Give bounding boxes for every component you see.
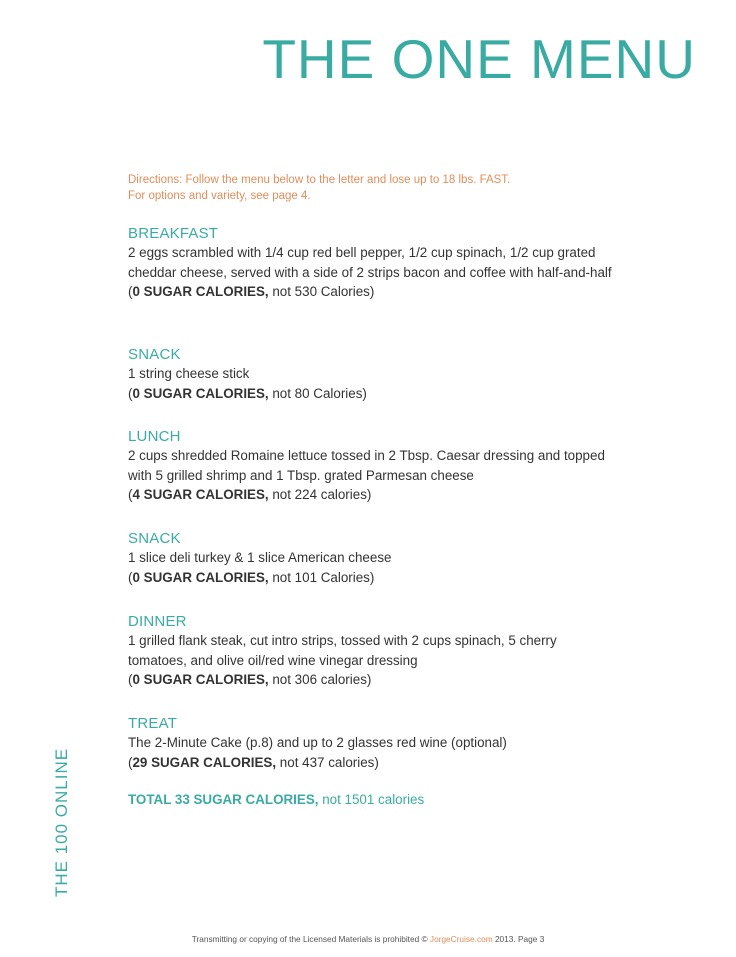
calories-rest: not 80 Calories)	[268, 385, 367, 401]
sugar-calories: 0 SUGAR CALORIES,	[132, 385, 269, 401]
directions-line-2: For options and variety, see page 4.	[128, 190, 311, 202]
meal-description: The 2-Minute Cake (p.8) and up to 2 glasses red wine (optional)	[128, 735, 507, 750]
meal-calories	[128, 282, 612, 302]
meal-treat	[128, 714, 612, 772]
calories-open: (	[128, 385, 133, 401]
side-label: THE 100 ONLINE	[52, 747, 71, 897]
calories-open: (	[128, 672, 133, 687]
meal-calories	[128, 568, 612, 588]
meal-description: 2 cups shredded Romaine lettuce tossed in 2 Tbsp. Caesar dressing and topped with 5 grilled shrimp and 1 Tbsp. grated Parmesan cheese	[128, 448, 605, 483]
meal-description: 1 grilled flank steak, cut intro strips, tossed with 2 cups spinach, 5 cherry tomatoes, and olive oil/red wine vinegar dressing	[128, 633, 557, 668]
calories-open: (	[128, 569, 133, 585]
meal-breakfast	[128, 224, 612, 302]
meal-title: SNACK	[128, 530, 181, 547]
sugar-calories: 0 SUGAR CALORIES,	[132, 569, 269, 585]
meal-title: TREAT	[128, 715, 178, 732]
directions	[128, 172, 648, 204]
footer	[0, 934, 736, 944]
meal-description: 2 eggs scrambled with 1/4 cup red bell pepper, 1/2 cup spinach, 1/2 cup grated cheddar cheese, served with a side of 2 strips bacon and coffee with half-and-half	[128, 245, 612, 280]
sugar-calories: 29 SUGAR CALORIES,	[132, 754, 277, 770]
sugar-calories: 0 SUGAR CALORIES,	[132, 284, 269, 299]
calories-open: (	[128, 754, 133, 770]
meal-snack-2	[128, 529, 612, 587]
meal-description: 1 string cheese stick	[128, 366, 250, 381]
calories-rest: not 101 Calories)	[268, 569, 375, 585]
footer-text-before: Transmitting or copying of the Licensed Materials is prohibited ©	[191, 934, 430, 944]
calories-rest: not 306 calories)	[268, 672, 372, 687]
meal-calories	[128, 485, 612, 505]
meal-lunch	[128, 427, 612, 505]
calories-rest: not 224 calories)	[268, 487, 372, 502]
directions-line-1: Directions: Follow the menu below to the letter and lose up to 18 lbs. FAST.	[128, 174, 511, 186]
meal-dinner	[128, 612, 612, 690]
footer-text-after: 2013. Page 3	[492, 934, 545, 944]
footer-link[interactable]: JorgeCruise.com	[429, 934, 493, 944]
page-title: THE ONE MENU	[262, 28, 696, 90]
calories-rest: not 437 calories)	[276, 754, 379, 770]
calories-open: (	[128, 284, 133, 299]
meal-calories	[128, 384, 612, 404]
meal-title: DINNER	[128, 613, 187, 630]
meal-description: 1 slice deli turkey & 1 slice American cheese	[128, 550, 392, 565]
sugar-calories: 0 SUGAR CALORIES,	[132, 672, 269, 687]
meal-title: BREAKFAST	[128, 225, 219, 242]
calories-open: (	[128, 487, 133, 502]
meal-title: LUNCH	[128, 428, 181, 445]
total-calories	[128, 792, 424, 807]
meal-title: SNACK	[128, 346, 181, 363]
total-bold: TOTAL 33 SUGAR CALORIES,	[128, 792, 319, 807]
meal-calories	[128, 753, 612, 773]
meal-snack-1	[128, 345, 612, 403]
meal-calories	[128, 670, 612, 690]
calories-rest: not 530 Calories)	[268, 284, 375, 299]
sugar-calories: 4 SUGAR CALORIES,	[132, 487, 269, 502]
total-rest: not 1501 calories	[318, 792, 425, 807]
